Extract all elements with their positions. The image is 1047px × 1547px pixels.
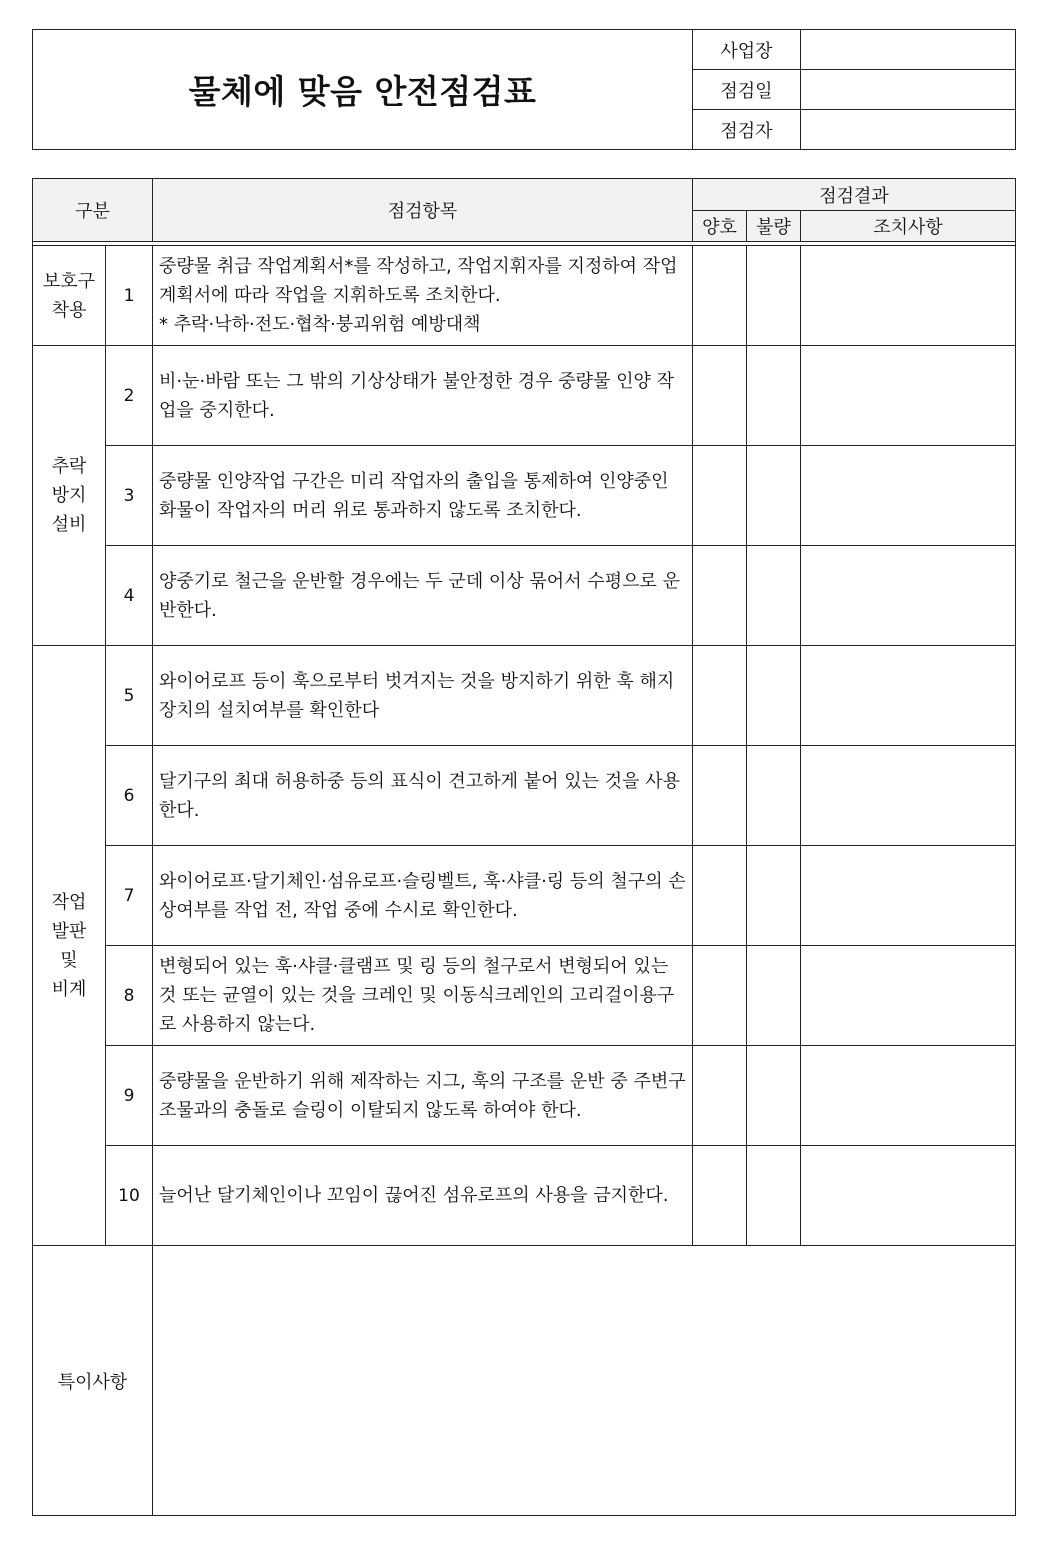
- table-row: [33, 1046, 1016, 1146]
- page-title: 물체에 맞음 안전점검표: [33, 30, 693, 150]
- item-number: 9: [106, 1046, 153, 1146]
- action-field[interactable]: [801, 346, 1016, 446]
- bad-check[interactable]: [747, 946, 801, 1046]
- action-field[interactable]: [801, 946, 1016, 1046]
- notes-label: 특이사항: [33, 1246, 153, 1516]
- category-cell: 보호구 착용: [33, 246, 106, 346]
- inspection-date-field[interactable]: [801, 70, 1016, 110]
- category-cell: 작업 발판 및 비계: [33, 646, 106, 1246]
- good-check[interactable]: [693, 246, 747, 346]
- good-check[interactable]: [693, 1146, 747, 1246]
- table-row: [33, 846, 1016, 946]
- notes-row: [33, 1246, 1016, 1516]
- inspection-date-label: 점검일: [693, 70, 801, 110]
- action-field[interactable]: [801, 746, 1016, 846]
- item-text: 변형되어 있는 훅·샤클·클램프 및 링 등의 철구로서 변형되어 있는 것 또는 균열이 있는 것을 크레인 및 이동식크레인의 고리걸이용구로 사용하지 않는다.: [153, 946, 693, 1046]
- table-row: [33, 746, 1016, 846]
- table-row: [33, 646, 1016, 746]
- action-header: 조치사항: [801, 211, 1016, 242]
- item-number: 4: [106, 546, 153, 646]
- table-row: [33, 946, 1016, 1046]
- item-text: 와이어로프·달기체인·섬유로프·슬링벨트, 훅·샤클·링 등의 철구의 손상여부를 작업 전, 작업 중에 수시로 확인한다.: [153, 846, 693, 946]
- bad-header: 불량: [747, 211, 801, 242]
- bad-check[interactable]: [747, 846, 801, 946]
- item-text: 달기구의 최대 허용하중 등의 표식이 견고하게 붙어 있는 것을 사용한다.: [153, 746, 693, 846]
- item-text: 중량물 취급 작업계획서*를 작성하고, 작업지휘자를 지정하여 작업계획서에 따라 작업을 지휘하도록 조치한다. * 추락·낙하·전도·협착·붕괴위험 예방대책: [153, 246, 693, 346]
- item-text: 양중기로 철근을 운반할 경우에는 두 군데 이상 묶어서 수평으로 운반한다.: [153, 546, 693, 646]
- bad-check[interactable]: [747, 1046, 801, 1146]
- bad-check[interactable]: [747, 646, 801, 746]
- item-number: 10: [106, 1146, 153, 1246]
- workplace-label: 사업장: [693, 30, 801, 70]
- good-check[interactable]: [693, 1046, 747, 1146]
- item-number: 5: [106, 646, 153, 746]
- item-number: 8: [106, 946, 153, 1046]
- bad-check[interactable]: [747, 346, 801, 446]
- good-check[interactable]: [693, 946, 747, 1046]
- bad-check[interactable]: [747, 446, 801, 546]
- item-text: 비·눈·바람 또는 그 밖의 기상상태가 불안정한 경우 중량물 인양 작업을 중지한다.: [153, 346, 693, 446]
- bad-check[interactable]: [747, 546, 801, 646]
- checklist-table: [32, 178, 1016, 1516]
- item-number: 7: [106, 846, 153, 946]
- action-field[interactable]: [801, 646, 1016, 746]
- item-number: 2: [106, 346, 153, 446]
- bad-check[interactable]: [747, 746, 801, 846]
- action-field[interactable]: [801, 246, 1016, 346]
- item-number: 3: [106, 446, 153, 546]
- bad-check[interactable]: [747, 246, 801, 346]
- good-header: 양호: [693, 211, 747, 242]
- table-row: [33, 1146, 1016, 1246]
- action-field[interactable]: [801, 1146, 1016, 1246]
- action-field[interactable]: [801, 446, 1016, 546]
- table-row: [33, 346, 1016, 446]
- workplace-field[interactable]: [801, 30, 1016, 70]
- action-field[interactable]: [801, 546, 1016, 646]
- item-text: 와이어로프 등이 훅으로부터 벗겨지는 것을 방지하기 위한 훅 해지장치의 설치여부를 확인한다: [153, 646, 693, 746]
- inspector-label: 점검자: [693, 110, 801, 150]
- table-row: [33, 246, 1016, 346]
- good-check[interactable]: [693, 446, 747, 546]
- category-cell: 추락 방지 설비: [33, 346, 106, 646]
- result-header: 점검결과: [693, 179, 1016, 211]
- item-number: 6: [106, 746, 153, 846]
- good-check[interactable]: [693, 346, 747, 446]
- notes-field[interactable]: [153, 1246, 1016, 1516]
- bad-check[interactable]: [747, 1146, 801, 1246]
- table-row: [33, 446, 1016, 546]
- action-field[interactable]: [801, 1046, 1016, 1146]
- item-number: 1: [106, 246, 153, 346]
- good-check[interactable]: [693, 646, 747, 746]
- good-check[interactable]: [693, 846, 747, 946]
- item-text: 중량물 인양작업 구간은 미리 작업자의 출입을 통제하여 인양중인 화물이 작업자의 머리 위로 통과하지 않도록 조치한다.: [153, 446, 693, 546]
- header-table: [32, 29, 1016, 150]
- inspector-field[interactable]: [801, 110, 1016, 150]
- table-row: [33, 546, 1016, 646]
- category-header: 구분: [33, 179, 153, 242]
- good-check[interactable]: [693, 546, 747, 646]
- action-field[interactable]: [801, 846, 1016, 946]
- item-text: 중량물을 운반하기 위해 제작하는 지그, 훅의 구조를 운반 중 주변구조물과의 충돌로 슬링이 이탈되지 않도록 하여야 한다.: [153, 1046, 693, 1146]
- item-header: 점검항목: [153, 179, 693, 242]
- item-text: 늘어난 달기체인이나 꼬임이 끊어진 섬유로프의 사용을 금지한다.: [153, 1146, 693, 1246]
- good-check[interactable]: [693, 746, 747, 846]
